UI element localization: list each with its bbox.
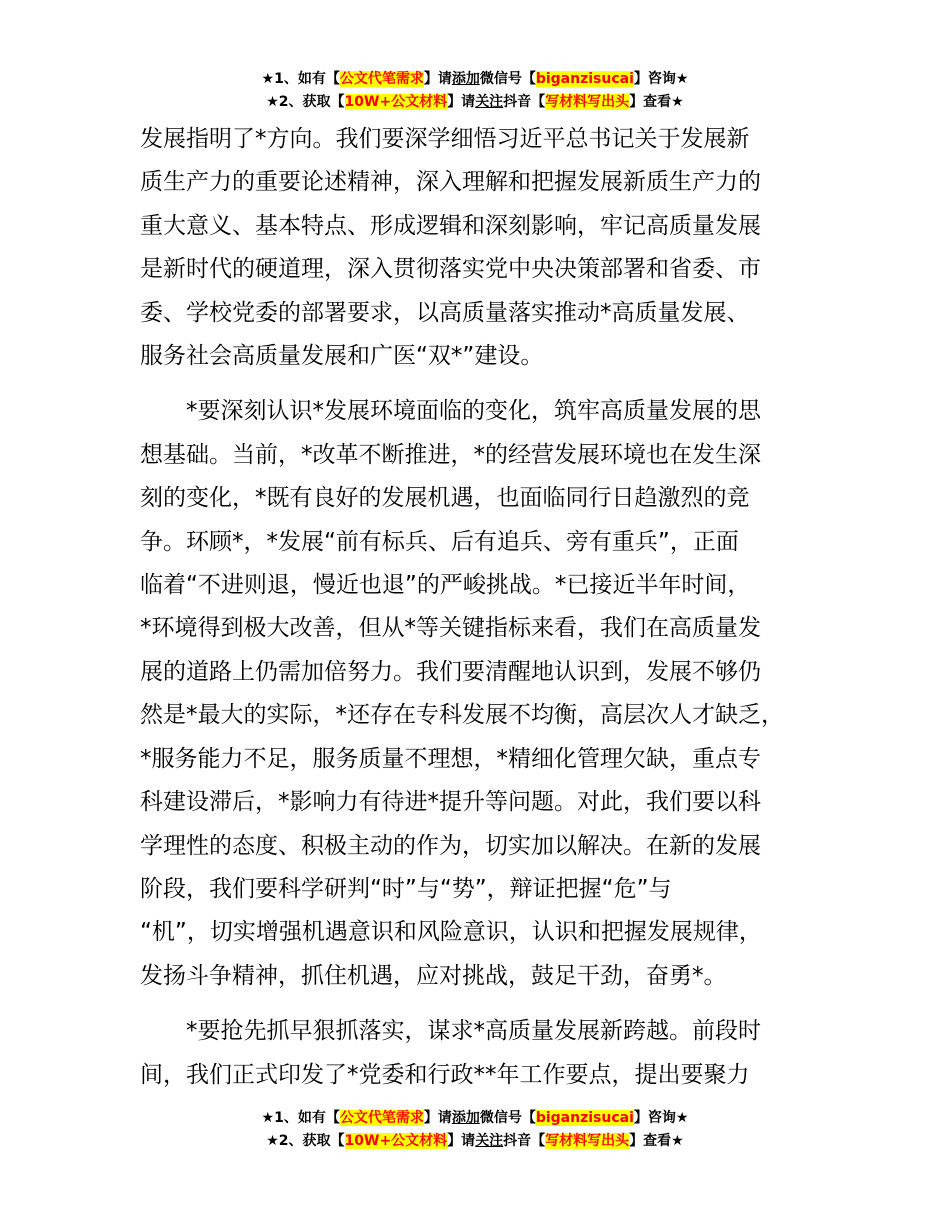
- banner-text: 】请: [423, 71, 452, 87]
- banner-line-2: [0, 1130, 950, 1153]
- banner-text: 】咨询★: [633, 71, 689, 87]
- banner-line-1: [0, 1107, 950, 1130]
- text-line: 刻的变化，*既有良好的发展机遇，也面临同行日趋激烈的竞: [140, 485, 750, 512]
- underlined-add: 添加: [451, 1110, 480, 1126]
- text-line: *要抢先抓早狠抓落实，谋求*高质量发展新跨越。前段时: [186, 1018, 761, 1045]
- text-line: 重大意义、基本特点、形成逻辑和深刻影响，牢记高质量发展: [140, 212, 761, 239]
- document-body: [140, 118, 830, 1097]
- text-line: 服务社会高质量发展和广医“双*”建设。: [140, 343, 544, 370]
- underlined-add: 添加: [451, 71, 480, 87]
- text-line: 发展指明了*方向。我们要深学细悟习近平总书记关于发展新: [140, 126, 750, 152]
- banner-line-1: [0, 68, 950, 91]
- highlight-service: 公文代笔需求: [339, 71, 424, 87]
- banner-text: 】咨询★: [633, 1110, 689, 1126]
- banner-text: 】请: [447, 1133, 476, 1149]
- banner-text: 抖音【: [503, 94, 546, 110]
- banner-text: ★1、如有【: [261, 1110, 340, 1126]
- paragraph-1: [140, 118, 830, 378]
- banner-line-2: [0, 91, 950, 114]
- text-line: “机”，切实增强机遇意识和风险意识，认识和把握发展规律，: [140, 919, 762, 946]
- highlight-wechat-id: biganzisucai: [535, 1110, 634, 1126]
- banner-text: 微信号【: [479, 1110, 536, 1126]
- text-line: 展的道路上仍需加倍努力。我们要清醒地认识到，发展不够仍: [140, 658, 761, 685]
- text-line: 学理性的态度、积极主动的作为，切实加以解决。在新的发展: [140, 832, 761, 859]
- highlight-douyin: 写材料写出头: [545, 94, 630, 110]
- banner-text: 抖音【: [503, 1133, 546, 1149]
- banner-text: 】请: [423, 1110, 452, 1126]
- text-line: 是新时代的硬道理，深入贯彻落实党中央决策部署和省委、市: [140, 256, 761, 283]
- banner-text: ★2、获取【: [266, 1133, 345, 1149]
- banner-text: ★2、获取【: [266, 94, 345, 110]
- banner-text: 】请: [447, 94, 476, 110]
- text-line: 争。环顾*，*发展“前有标兵、后有追兵、旁有重兵”，正面: [140, 528, 739, 555]
- underlined-follow: 关注: [475, 1133, 504, 1149]
- text-line: *要深刻认识*发展环境面临的变化，筑牢高质量发展的思: [186, 398, 761, 425]
- header-banner: [0, 68, 950, 114]
- text-line: 发扬斗争精神，抓住机遇，应对挑战，鼓足干劲，奋勇*。: [140, 962, 727, 989]
- banner-text: 】查看★: [629, 94, 684, 110]
- text-line: 临着“不进则退，慢近也退”的严峻挑战。*已接近半年时间，: [140, 572, 751, 599]
- text-line: 阶段，我们要科学研判“时”与“势”，辩证把握“危”与: [140, 875, 672, 902]
- banner-text: ★1、如有【: [261, 71, 340, 87]
- footer-banner: [0, 1107, 950, 1153]
- text-line: *环境得到极大改善，但从*等关键指标来看，我们在高质量发: [140, 615, 761, 642]
- text-line: 质生产力的重要论述精神，深入理解和把握发展新质生产力的: [140, 169, 761, 196]
- text-line: 科建设滞后，*影响力有待进*提升等问题。对此，我们要以科: [140, 789, 761, 816]
- highlight-materials: 10W+公文材料: [344, 1133, 448, 1149]
- highlight-wechat-id: biganzisucai: [535, 71, 634, 87]
- highlight-douyin: 写材料写出头: [545, 1133, 630, 1149]
- text-line: 间，我们正式印发了*党委和行政**年工作要点，提出要聚力: [140, 1061, 750, 1088]
- text-line: *服务能力不足，服务质量不理想，*精细化管理欠缺，重点专: [140, 745, 761, 772]
- highlight-service: 公文代笔需求: [339, 1110, 424, 1126]
- text-line: 然是*最大的实际，*还存在专科发展不均衡，高层次人才缺乏，: [140, 702, 784, 729]
- banner-text: 】查看★: [629, 1133, 684, 1149]
- underlined-follow: 关注: [475, 94, 504, 110]
- banner-text: 微信号【: [479, 71, 536, 87]
- text-line: 委、学校党委的部署要求，以高质量落实推动*高质量发展、: [140, 299, 750, 326]
- text-line: 想基础。当前，*改革不断推进，*的经营发展环境也在发生深: [140, 441, 761, 468]
- paragraph-3: [140, 1010, 830, 1097]
- highlight-materials: 10W+公文材料: [344, 94, 448, 110]
- paragraph-2: [140, 390, 830, 998]
